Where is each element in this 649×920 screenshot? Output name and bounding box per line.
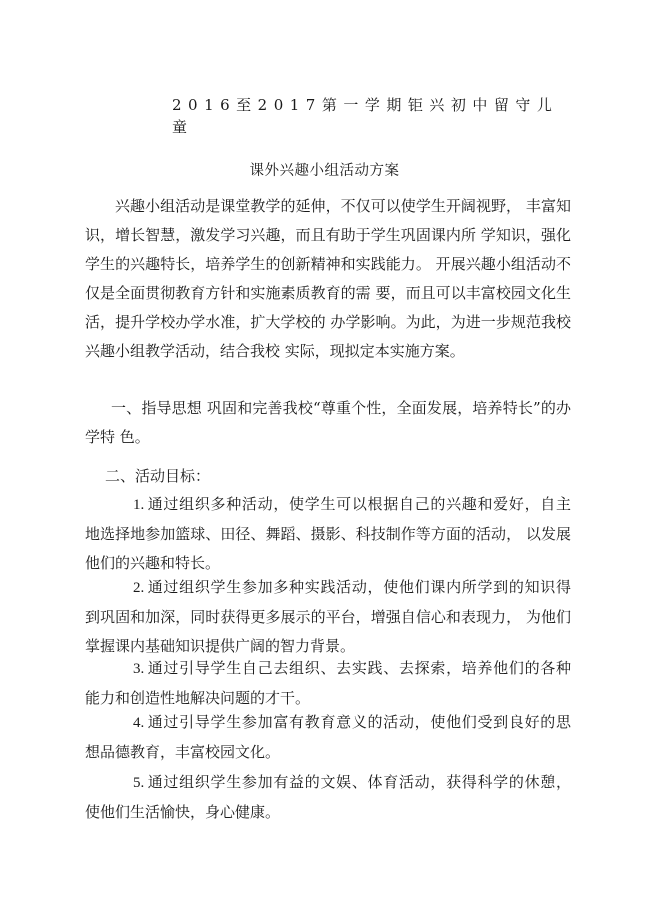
goal-item xyxy=(85,573,571,661)
goal-item xyxy=(85,490,571,578)
goal-text: 通过引导学生自己去组织、去实践、去探索，培养他们的各种 能力和创造性地解决问题的才干。 xyxy=(85,659,571,707)
goal-text: 通过组织学生参加有益的文娱、体育活动，获得科学的休憩， 使他们生活愉快，身心健康。 xyxy=(85,773,571,821)
goal-text: 通过组织多种活动，使学生可以根据自己的兴趣和爱好，自主 地选择地参加篮球、田径、舞蹈、摄影、科技制作等方面的活动， 以发展他们的兴趣和特长。 xyxy=(85,495,571,572)
goal-item xyxy=(85,654,571,713)
goal-number: 2. xyxy=(133,580,145,596)
goal-number: 5. xyxy=(133,775,145,791)
document-subtitle: 课外兴趣小组活动方案 xyxy=(249,163,400,179)
goal-number: 4. xyxy=(133,715,145,731)
guiding-ideology-paragraph: 一、指导思想 巩固和完善我校“尊重个性，全面发展，培养特长”的办学特 色。 xyxy=(85,399,571,446)
intro-paragraph: 兴趣小组活动是课堂教学的延伸，不仅可以使学生开阔视野， 丰富知识，增长智慧，激发学习兴趣，而且有助于学生巩固课内所 学知识，强化学生的兴趣特长，培养学生的创新精神和实践能力。 开展兴趣小组活动不仅是全面贯彻教育方针和实施素质教育的需 要，而且可以丰富校园文化生活，提升学校办学水准，扩大学校的 办学影响。为此，为进一步规范我校兴趣小组教学活动，结合我校 实际，现拟定本实施方案。 xyxy=(85,197,571,360)
goal-item xyxy=(85,708,571,767)
goals-heading: 二、活动目标： xyxy=(105,467,211,485)
goal-text: 通过引导学生参加富有教育意义的活动，使他们受到良好的思 想品德教育，丰富校园文化。 xyxy=(85,713,571,761)
goal-number: 3. xyxy=(133,661,145,677)
document-title: 2016至2017第一学期钜兴初中留守儿童 xyxy=(172,96,559,136)
goal-item xyxy=(85,768,571,827)
goal-number: 1. xyxy=(133,497,145,513)
goal-text: 通过组织学生参加多种实践活动，使他们课内所学到的知识得 到巩固和加深，同时获得更多展示的平台，增强自信心和表现力， 为他们掌握课内基础知识提供广阔的智力背景。 xyxy=(85,578,571,655)
